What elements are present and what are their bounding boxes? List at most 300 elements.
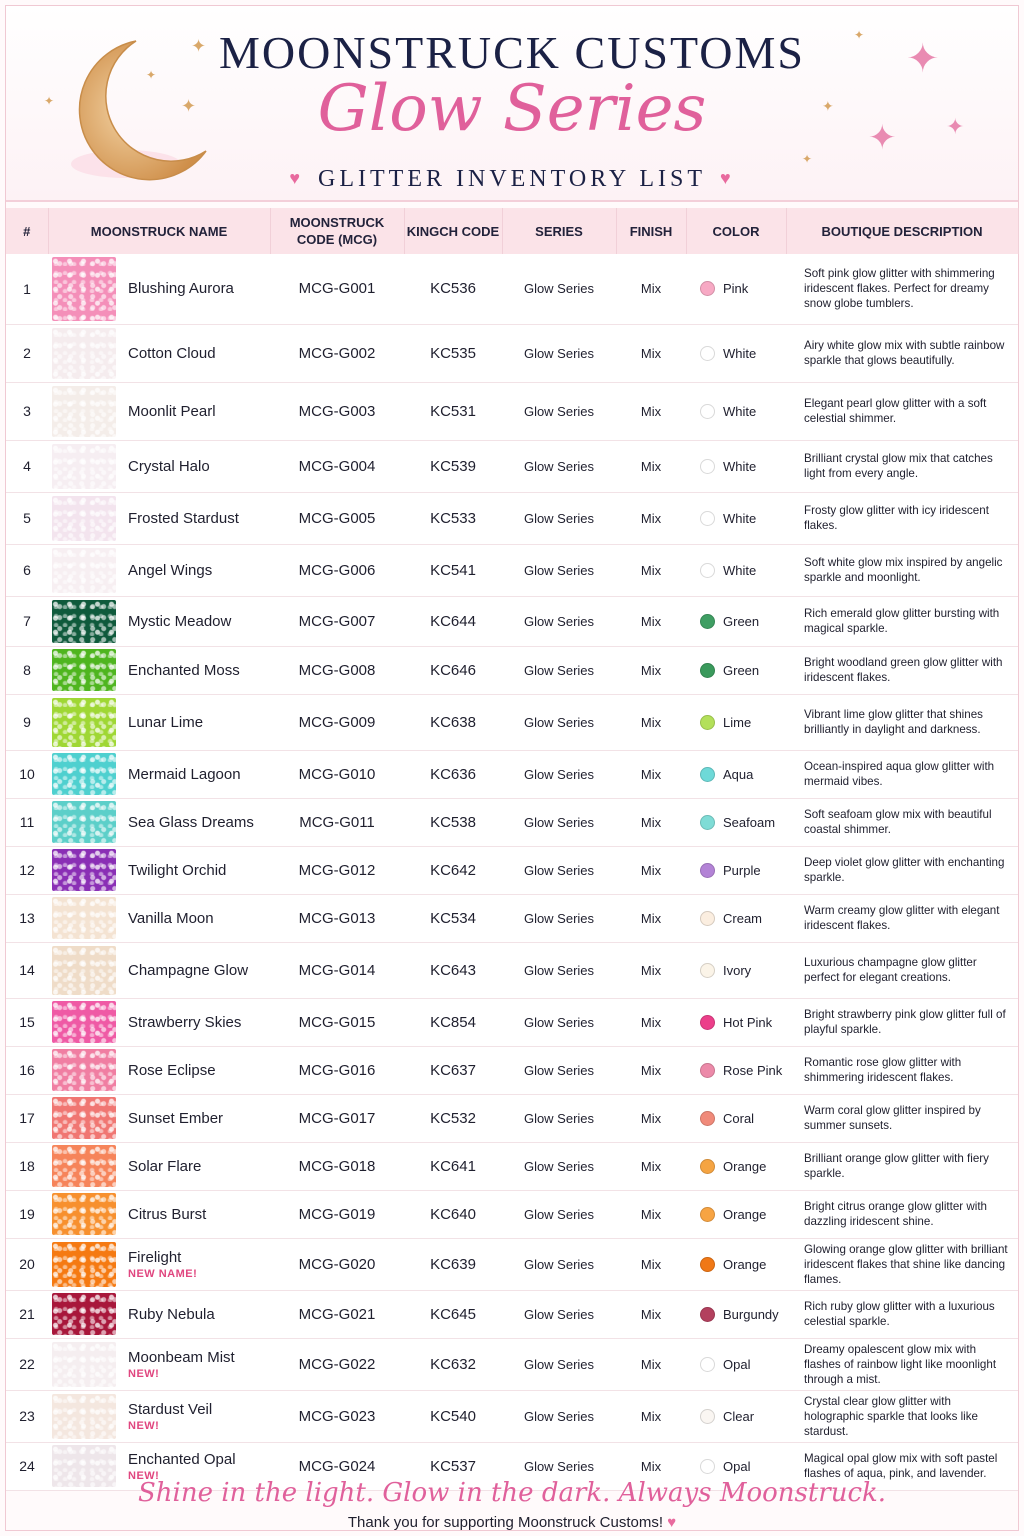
new-badge: NEW! bbox=[128, 1367, 160, 1380]
table-row bbox=[6, 382, 1018, 440]
series-cell: Glow Series bbox=[502, 1442, 616, 1490]
swatch-cell bbox=[48, 942, 120, 998]
glitter-name: Cotton Cloud bbox=[128, 344, 216, 362]
color-dot-icon bbox=[700, 863, 715, 878]
description-cell: Bright woodland green glow glitter with iridescent flakes. bbox=[786, 646, 1018, 694]
series-cell: Glow Series bbox=[502, 942, 616, 998]
finish-cell: Mix bbox=[616, 492, 686, 544]
series-cell: Glow Series bbox=[502, 798, 616, 846]
mcg-code: MCG-G022 bbox=[270, 1338, 404, 1390]
mcg-code: MCG-G017 bbox=[270, 1094, 404, 1142]
glitter-swatch bbox=[52, 1394, 116, 1439]
color-name: White bbox=[723, 345, 757, 361]
swatch-cell bbox=[48, 382, 120, 440]
name-cell bbox=[120, 1094, 270, 1142]
color-dot-icon bbox=[700, 911, 715, 926]
glitter-name: Moonbeam Mist bbox=[128, 1348, 235, 1366]
series-cell: Glow Series bbox=[502, 1238, 616, 1290]
color-dot-icon bbox=[700, 1063, 715, 1078]
color-cell bbox=[686, 750, 786, 798]
sparkle-icon: ✦ bbox=[802, 152, 813, 166]
glitter-name: Enchanted Opal bbox=[128, 1450, 236, 1468]
swatch-cell bbox=[48, 1094, 120, 1142]
heart-icon: ♥ bbox=[289, 168, 305, 188]
color-name: Pink bbox=[723, 281, 749, 297]
color-dot-icon bbox=[700, 1257, 715, 1272]
series-cell: Glow Series bbox=[502, 596, 616, 646]
row-index: 14 bbox=[6, 942, 48, 998]
mcg-code: MCG-G023 bbox=[270, 1390, 404, 1442]
color-cell bbox=[686, 324, 786, 382]
sparkle-icon: ✦ bbox=[44, 94, 55, 108]
kingch-code: KC640 bbox=[404, 1190, 502, 1238]
finish-cell: Mix bbox=[616, 1290, 686, 1338]
kingch-code: KC531 bbox=[404, 382, 502, 440]
glitter-name: Enchanted Moss bbox=[128, 661, 240, 679]
color-dot-icon bbox=[700, 563, 715, 578]
finish-cell: Mix bbox=[616, 894, 686, 942]
description-cell: Soft white glow mix inspired by angelic sparkle and moonlight. bbox=[786, 544, 1018, 596]
row-index: 17 bbox=[6, 1094, 48, 1142]
row-index: 16 bbox=[6, 1046, 48, 1094]
col-header-series: SERIES bbox=[502, 208, 616, 254]
color-name: Hot Pink bbox=[723, 1014, 773, 1030]
name-cell bbox=[120, 544, 270, 596]
color-cell bbox=[686, 254, 786, 324]
series-cell: Glow Series bbox=[502, 440, 616, 492]
mcg-code: MCG-G019 bbox=[270, 1190, 404, 1238]
name-cell bbox=[120, 646, 270, 694]
color-cell bbox=[686, 894, 786, 942]
kingch-code: KC639 bbox=[404, 1238, 502, 1290]
swatch-cell bbox=[48, 492, 120, 544]
color-cell bbox=[686, 998, 786, 1046]
description-cell: Deep violet glow glitter with enchanting sparkle. bbox=[786, 846, 1018, 894]
table-header-row bbox=[6, 208, 1018, 254]
table-row bbox=[6, 1046, 1018, 1094]
row-index: 23 bbox=[6, 1390, 48, 1442]
brand-title: MOONSTRUCK CUSTOMS bbox=[218, 27, 805, 78]
table-row bbox=[6, 254, 1018, 324]
color-dot-icon bbox=[700, 404, 715, 419]
swatch-cell bbox=[48, 998, 120, 1046]
col-header-description: BOUTIQUE DESCRIPTION bbox=[786, 208, 1018, 254]
name-cell bbox=[120, 1238, 270, 1290]
glitter-name: Ruby Nebula bbox=[128, 1305, 215, 1323]
color-name: Aqua bbox=[723, 766, 754, 782]
kingch-code: KC643 bbox=[404, 942, 502, 998]
color-cell bbox=[686, 382, 786, 440]
kingch-code: KC540 bbox=[404, 1390, 502, 1442]
mcg-code: MCG-G024 bbox=[270, 1442, 404, 1490]
row-index: 3 bbox=[6, 382, 48, 440]
series-cell: Glow Series bbox=[502, 1338, 616, 1390]
kingch-code: KC532 bbox=[404, 1094, 502, 1142]
color-cell bbox=[686, 1238, 786, 1290]
finish-cell: Mix bbox=[616, 324, 686, 382]
color-dot-icon bbox=[700, 963, 715, 978]
swatch-cell bbox=[48, 1142, 120, 1190]
kingch-code: KC854 bbox=[404, 998, 502, 1046]
color-dot-icon bbox=[700, 1357, 715, 1372]
table-row bbox=[6, 894, 1018, 942]
glitter-swatch bbox=[52, 649, 116, 691]
name-cell bbox=[120, 596, 270, 646]
color-name: Clear bbox=[723, 1408, 755, 1424]
table-row bbox=[6, 596, 1018, 646]
series-title: Glow Series bbox=[317, 72, 707, 146]
color-name: Opal bbox=[723, 1356, 751, 1372]
glitter-name: Frosted Stardust bbox=[128, 509, 239, 527]
finish-cell: Mix bbox=[616, 694, 686, 750]
row-index: 4 bbox=[6, 440, 48, 492]
row-index: 6 bbox=[6, 544, 48, 596]
table-row bbox=[6, 646, 1018, 694]
glitter-swatch bbox=[52, 496, 116, 541]
color-dot-icon bbox=[700, 1015, 715, 1030]
series-cell: Glow Series bbox=[502, 1046, 616, 1094]
description-cell: Ocean-inspired aqua glow glitter with mermaid vibes. bbox=[786, 750, 1018, 798]
description-cell: Airy white glow mix with subtle rainbow sparkle that glows beautifully. bbox=[786, 324, 1018, 382]
glitter-name: Moonlit Pearl bbox=[128, 402, 216, 420]
col-header-finish: FINISH bbox=[616, 208, 686, 254]
color-cell bbox=[686, 1390, 786, 1442]
description-cell: Soft seafoam glow mix with beautiful coastal shimmer. bbox=[786, 798, 1018, 846]
name-cell bbox=[120, 382, 270, 440]
color-cell bbox=[686, 646, 786, 694]
description-cell: Luxurious champagne glow glitter perfect for elegant creations. bbox=[786, 942, 1018, 998]
color-name: Orange bbox=[723, 1158, 767, 1174]
finish-cell: Mix bbox=[616, 1338, 686, 1390]
sparkle-icon: ✦ bbox=[181, 96, 197, 116]
mcg-code: MCG-G011 bbox=[270, 798, 404, 846]
color-name: Green bbox=[723, 662, 760, 678]
table-row bbox=[6, 1390, 1018, 1442]
kingch-code: KC632 bbox=[404, 1338, 502, 1390]
row-index: 10 bbox=[6, 750, 48, 798]
finish-cell: Mix bbox=[616, 1094, 686, 1142]
description-cell: Elegant pearl glow glitter with a soft celestial shimmer. bbox=[786, 382, 1018, 440]
finish-cell: Mix bbox=[616, 798, 686, 846]
series-cell: Glow Series bbox=[502, 750, 616, 798]
mcg-code: MCG-G018 bbox=[270, 1142, 404, 1190]
description-cell: Glowing orange glow glitter with brilliant iridescent flakes that shine like dancing flames. bbox=[786, 1238, 1018, 1290]
new-badge: NEW NAME! bbox=[128, 1267, 198, 1280]
name-cell bbox=[120, 1046, 270, 1094]
mcg-code: MCG-G013 bbox=[270, 894, 404, 942]
kingch-code: KC644 bbox=[404, 596, 502, 646]
finish-cell: Mix bbox=[616, 382, 686, 440]
color-cell bbox=[686, 1094, 786, 1142]
table-row bbox=[6, 1338, 1018, 1390]
finish-cell: Mix bbox=[616, 998, 686, 1046]
color-name: Orange bbox=[723, 1256, 767, 1272]
col-header-kingch: KINGCH CODE bbox=[404, 208, 502, 254]
finish-cell: Mix bbox=[616, 544, 686, 596]
finish-cell: Mix bbox=[616, 1442, 686, 1490]
row-index: 2 bbox=[6, 324, 48, 382]
row-index: 24 bbox=[6, 1442, 48, 1490]
series-cell: Glow Series bbox=[502, 324, 616, 382]
color-cell bbox=[686, 1338, 786, 1390]
glitter-name: Rose Eclipse bbox=[128, 1061, 216, 1079]
glitter-name: Firelight bbox=[128, 1248, 182, 1266]
subtitle-text: GLITTER INVENTORY LIST bbox=[318, 166, 706, 192]
description-cell: Frosty glow glitter with icy iridescent flakes. bbox=[786, 492, 1018, 544]
description-cell: Warm creamy glow glitter with elegant iridescent flakes. bbox=[786, 894, 1018, 942]
description-cell: Vibrant lime glow glitter that shines brilliantly in daylight and darkness. bbox=[786, 694, 1018, 750]
color-dot-icon bbox=[700, 1207, 715, 1222]
glitter-swatch bbox=[52, 1049, 116, 1091]
kingch-code: KC536 bbox=[404, 254, 502, 324]
glitter-swatch bbox=[52, 946, 116, 995]
glitter-swatch bbox=[52, 1242, 116, 1287]
mcg-code: MCG-G016 bbox=[270, 1046, 404, 1094]
description-cell: Magical opal glow mix with soft pastel flashes of aqua, pink, and lavender. bbox=[786, 1442, 1018, 1490]
swatch-cell bbox=[48, 750, 120, 798]
table-row bbox=[6, 492, 1018, 544]
glitter-swatch bbox=[52, 698, 116, 747]
kingch-code: KC642 bbox=[404, 846, 502, 894]
color-name: Lime bbox=[723, 714, 752, 730]
color-dot-icon bbox=[700, 715, 715, 730]
table-row bbox=[6, 544, 1018, 596]
name-cell bbox=[120, 324, 270, 382]
description-cell: Brilliant orange glow glitter with fiery sparkle. bbox=[786, 1142, 1018, 1190]
swatch-cell bbox=[48, 1390, 120, 1442]
mcg-code: MCG-G001 bbox=[270, 254, 404, 324]
series-cell: Glow Series bbox=[502, 382, 616, 440]
color-name: Orange bbox=[723, 1206, 767, 1222]
row-index: 19 bbox=[6, 1190, 48, 1238]
color-cell bbox=[686, 1142, 786, 1190]
swatch-cell bbox=[48, 324, 120, 382]
name-cell bbox=[120, 942, 270, 998]
table-row bbox=[6, 1238, 1018, 1290]
glitter-swatch bbox=[52, 386, 116, 437]
row-index: 5 bbox=[6, 492, 48, 544]
color-dot-icon bbox=[700, 663, 715, 678]
mcg-code: MCG-G020 bbox=[270, 1238, 404, 1290]
kingch-code: KC637 bbox=[404, 1046, 502, 1094]
color-name: White bbox=[723, 403, 757, 419]
kingch-code: KC636 bbox=[404, 750, 502, 798]
kingch-code: KC534 bbox=[404, 894, 502, 942]
name-cell bbox=[120, 750, 270, 798]
series-cell: Glow Series bbox=[502, 1142, 616, 1190]
row-index: 7 bbox=[6, 596, 48, 646]
color-dot-icon bbox=[700, 346, 715, 361]
mcg-code: MCG-G004 bbox=[270, 440, 404, 492]
series-cell: Glow Series bbox=[502, 846, 616, 894]
glitter-name: Mystic Meadow bbox=[128, 612, 232, 630]
color-dot-icon bbox=[700, 1111, 715, 1126]
new-badge: NEW! bbox=[128, 1419, 160, 1432]
description-cell: Bright strawberry pink glow glitter full of playful sparkle. bbox=[786, 998, 1018, 1046]
kingch-code: KC535 bbox=[404, 324, 502, 382]
glitter-swatch bbox=[52, 849, 116, 891]
color-name: Seafoam bbox=[723, 814, 776, 830]
color-name: Green bbox=[723, 613, 760, 629]
description-cell: Crystal clear glow glitter with holographic sparkle that looks like stardust. bbox=[786, 1390, 1018, 1442]
glitter-name: Stardust Veil bbox=[128, 1400, 213, 1418]
kingch-code: KC638 bbox=[404, 694, 502, 750]
kingch-code: KC641 bbox=[404, 1142, 502, 1190]
table-row bbox=[6, 798, 1018, 846]
color-name: Rose Pink bbox=[723, 1062, 783, 1078]
series-cell: Glow Series bbox=[502, 1094, 616, 1142]
glitter-swatch bbox=[52, 753, 116, 795]
swatch-cell bbox=[48, 1190, 120, 1238]
row-index: 15 bbox=[6, 998, 48, 1046]
mcg-code: MCG-G007 bbox=[270, 596, 404, 646]
description-cell: Rich ruby glow glitter with a luxurious celestial sparkle. bbox=[786, 1290, 1018, 1338]
glitter-swatch bbox=[52, 1001, 116, 1043]
mcg-code: MCG-G015 bbox=[270, 998, 404, 1046]
description-cell: Brilliant crystal glow mix that catches light from every angle. bbox=[786, 440, 1018, 492]
mcg-code: MCG-G009 bbox=[270, 694, 404, 750]
color-dot-icon bbox=[700, 1307, 715, 1322]
name-cell bbox=[120, 254, 270, 324]
row-index: 22 bbox=[6, 1338, 48, 1390]
col-header-code: MOONSTRUCK CODE (MCG) bbox=[270, 208, 404, 254]
finish-cell: Mix bbox=[616, 1390, 686, 1442]
finish-cell: Mix bbox=[616, 1142, 686, 1190]
description-cell: Soft pink glow glitter with shimmering iridescent flakes. Perfect for dreamy snow globe tumblers. bbox=[786, 254, 1018, 324]
description-cell: Romantic rose glow glitter with shimmering iridescent flakes. bbox=[786, 1046, 1018, 1094]
row-index: 12 bbox=[6, 846, 48, 894]
description-cell: Warm coral glow glitter inspired by summer sunsets. bbox=[786, 1094, 1018, 1142]
footer-thanks bbox=[0, 1514, 1024, 1531]
color-cell bbox=[686, 798, 786, 846]
heart-icon: ♥ bbox=[667, 1514, 677, 1531]
kingch-code: KC541 bbox=[404, 544, 502, 596]
glitter-name: Lunar Lime bbox=[128, 713, 204, 731]
color-name: Ivory bbox=[723, 962, 752, 978]
color-dot-icon bbox=[700, 815, 715, 830]
mcg-code: MCG-G014 bbox=[270, 942, 404, 998]
name-cell bbox=[120, 1338, 270, 1390]
glitter-swatch bbox=[52, 257, 116, 321]
table-row bbox=[6, 1142, 1018, 1190]
color-name: White bbox=[723, 562, 757, 578]
row-index: 13 bbox=[6, 894, 48, 942]
mcg-code: MCG-G003 bbox=[270, 382, 404, 440]
mcg-code: MCG-G005 bbox=[270, 492, 404, 544]
swatch-cell bbox=[48, 1238, 120, 1290]
heart-icon: ♥ bbox=[719, 168, 735, 188]
sparkle-icon: ✦ bbox=[191, 36, 207, 56]
color-cell bbox=[686, 440, 786, 492]
table-row bbox=[6, 846, 1018, 894]
glitter-name: Strawberry Skies bbox=[128, 1013, 242, 1031]
name-cell bbox=[120, 1390, 270, 1442]
color-dot-icon bbox=[700, 459, 715, 474]
color-name: Purple bbox=[723, 862, 761, 878]
series-cell: Glow Series bbox=[502, 894, 616, 942]
finish-cell: Mix bbox=[616, 942, 686, 998]
series-cell: Glow Series bbox=[502, 492, 616, 544]
glitter-name: Vanilla Moon bbox=[128, 909, 214, 927]
row-index: 20 bbox=[6, 1238, 48, 1290]
row-index: 9 bbox=[6, 694, 48, 750]
color-cell bbox=[686, 1290, 786, 1338]
table-row bbox=[6, 1190, 1018, 1238]
glitter-swatch bbox=[52, 897, 116, 939]
description-cell: Bright citrus orange glow glitter with dazzling iridescent shine. bbox=[786, 1190, 1018, 1238]
swatch-cell bbox=[48, 1046, 120, 1094]
name-cell bbox=[120, 694, 270, 750]
table-row bbox=[6, 324, 1018, 382]
glitter-swatch bbox=[52, 444, 116, 489]
row-index: 1 bbox=[6, 254, 48, 324]
color-name: White bbox=[723, 510, 757, 526]
glitter-swatch bbox=[52, 328, 116, 379]
sparkle-icon: ✦ bbox=[822, 98, 834, 114]
table-row bbox=[6, 1094, 1018, 1142]
table-row bbox=[6, 942, 1018, 998]
swatch-cell bbox=[48, 1338, 120, 1390]
color-dot-icon bbox=[700, 281, 715, 296]
mcg-code: MCG-G012 bbox=[270, 846, 404, 894]
color-name: Burgundy bbox=[723, 1306, 779, 1322]
col-header-name: MOONSTRUCK NAME bbox=[48, 208, 270, 254]
swatch-cell bbox=[48, 1290, 120, 1338]
name-cell bbox=[120, 846, 270, 894]
inventory-table bbox=[6, 208, 1019, 1491]
mcg-code: MCG-G002 bbox=[270, 324, 404, 382]
glitter-name: Citrus Burst bbox=[128, 1205, 207, 1223]
name-cell bbox=[120, 492, 270, 544]
col-header-index: # bbox=[6, 208, 48, 254]
color-cell bbox=[686, 694, 786, 750]
table-row bbox=[6, 440, 1018, 492]
mcg-code: MCG-G008 bbox=[270, 646, 404, 694]
kingch-code: KC539 bbox=[404, 440, 502, 492]
finish-cell: Mix bbox=[616, 846, 686, 894]
table-row bbox=[6, 750, 1018, 798]
color-cell bbox=[686, 942, 786, 998]
series-cell: Glow Series bbox=[502, 1390, 616, 1442]
sparkle-icon: ✦ bbox=[906, 37, 940, 81]
swatch-cell bbox=[48, 846, 120, 894]
glitter-swatch bbox=[52, 548, 116, 593]
swatch-cell bbox=[48, 254, 120, 324]
name-cell bbox=[120, 1190, 270, 1238]
new-badge: NEW! bbox=[128, 1469, 160, 1482]
sparkle-icon: ✦ bbox=[946, 114, 965, 139]
glitter-swatch bbox=[52, 1342, 116, 1387]
kingch-code: KC538 bbox=[404, 798, 502, 846]
kingch-code: KC533 bbox=[404, 492, 502, 544]
description-cell: Dreamy opalescent glow mix with flashes of rainbow light like moonlight through a mist. bbox=[786, 1338, 1018, 1390]
description-cell: Rich emerald glow glitter bursting with magical sparkle. bbox=[786, 596, 1018, 646]
color-name: Cream bbox=[723, 910, 763, 926]
swatch-cell bbox=[48, 544, 120, 596]
finish-cell: Mix bbox=[616, 750, 686, 798]
glitter-swatch bbox=[52, 1293, 116, 1335]
glitter-name: Champagne Glow bbox=[128, 961, 249, 979]
row-index: 8 bbox=[6, 646, 48, 694]
color-name: Opal bbox=[723, 1458, 751, 1474]
subtitle bbox=[0, 166, 1024, 193]
glitter-name: Twilight Orchid bbox=[128, 861, 227, 879]
color-dot-icon bbox=[700, 511, 715, 526]
finish-cell: Mix bbox=[616, 1190, 686, 1238]
finish-cell: Mix bbox=[616, 646, 686, 694]
series-cell: Glow Series bbox=[502, 694, 616, 750]
color-cell bbox=[686, 846, 786, 894]
